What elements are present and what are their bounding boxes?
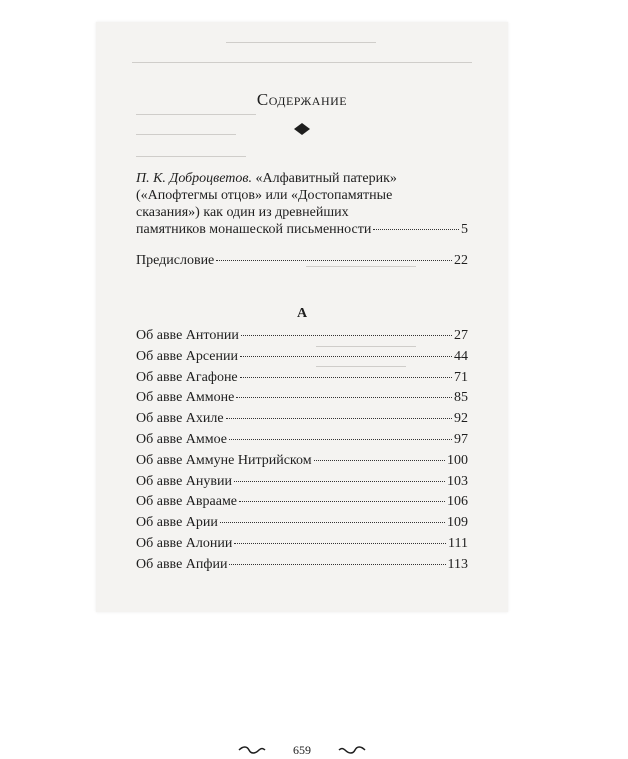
page-number: 106	[447, 494, 468, 510]
entry-title: Об авве Аммоне	[136, 390, 235, 406]
page-number: 27	[454, 328, 468, 343]
page-number: 103	[447, 473, 468, 489]
entry-title: Об авве Агафоне	[136, 369, 238, 385]
page-number: 97	[454, 432, 468, 447]
diamond-ornament-icon	[294, 123, 310, 135]
intro-entry[interactable]	[136, 170, 468, 238]
entry-title: Об авве Арсении	[136, 348, 238, 364]
dot-leader	[373, 229, 459, 230]
entry-title: Об авве Аммое	[136, 432, 228, 447]
page-number: 85	[454, 390, 468, 406]
dot-leader	[229, 564, 445, 565]
toc-entry[interactable]	[136, 514, 468, 531]
page-number: 100	[447, 452, 468, 468]
entry-title: Об авве Ахиле	[136, 411, 224, 427]
entry-title: Об авве Анувии	[136, 473, 232, 489]
page-number: 5	[461, 222, 468, 237]
bleed-through-rule	[136, 156, 246, 157]
bleed-through-rule	[132, 62, 472, 63]
page-number: 92	[454, 411, 468, 427]
footer-page-number: 659	[293, 743, 311, 758]
page-number: 111	[448, 536, 468, 551]
toc-entry-preface[interactable]	[136, 252, 468, 269]
intro-text-line: «Алфавитный патерик»	[255, 171, 397, 186]
entry-title: Об авве Аммуне Нитрийском	[136, 452, 312, 468]
dot-leader	[220, 522, 445, 523]
dot-leader	[241, 335, 452, 336]
toc-entry[interactable]	[136, 348, 468, 365]
toc-entry[interactable]	[136, 556, 468, 573]
entry-title: Об авве Апфии	[136, 556, 228, 572]
dot-leader	[314, 460, 445, 461]
page-footer	[96, 741, 508, 759]
toc-entry[interactable]	[136, 535, 468, 552]
dot-leader	[240, 377, 452, 378]
toc-entry[interactable]	[136, 493, 468, 510]
footer-flourish-icon	[237, 744, 367, 756]
page-number: 44	[454, 348, 468, 364]
bleed-through-rule	[136, 134, 236, 135]
bleed-through-rule	[136, 114, 256, 115]
toc-entry[interactable]	[136, 389, 468, 406]
page-number: 71	[454, 369, 468, 385]
intro-text-line: («Апофтегмы отцов» или «Достопамятные	[136, 188, 393, 203]
toc-entry[interactable]	[136, 410, 468, 427]
page-number: 113	[447, 556, 468, 572]
book-page	[96, 22, 508, 758]
page-number: 22	[454, 253, 468, 268]
entry-title: Об авве Аврааме	[136, 494, 238, 510]
dot-leader	[240, 356, 452, 357]
entry-title: Об авве Арии	[136, 515, 218, 531]
dot-leader	[234, 543, 446, 544]
section-letter: А	[296, 306, 308, 321]
toc-entry[interactable]	[136, 369, 468, 386]
contents-heading: Содержание	[256, 90, 348, 109]
entry-title: Об авве Антонии	[136, 328, 239, 343]
intro-text-line: сказания») как один из древнейших	[136, 205, 349, 220]
dot-leader	[229, 439, 452, 440]
intro-author: П. К. Доброцветов.	[136, 171, 252, 186]
dot-leader	[226, 418, 452, 419]
toc-entry[interactable]	[136, 327, 468, 344]
intro-text-line: памятников монашеской письменности	[136, 222, 372, 237]
dot-leader	[239, 501, 445, 502]
dot-leader	[236, 397, 452, 398]
dot-leader	[216, 260, 452, 261]
toc-entry[interactable]	[136, 452, 468, 469]
bleed-through-rule	[226, 42, 376, 43]
bleed-through-rule	[316, 366, 406, 367]
entry-title: Об авве Алонии	[136, 536, 233, 551]
toc-entry[interactable]	[136, 473, 468, 490]
entry-title: Предисловие	[136, 253, 215, 268]
dot-leader	[234, 481, 445, 482]
page-number: 109	[447, 515, 468, 531]
toc-entry[interactable]	[136, 431, 468, 448]
